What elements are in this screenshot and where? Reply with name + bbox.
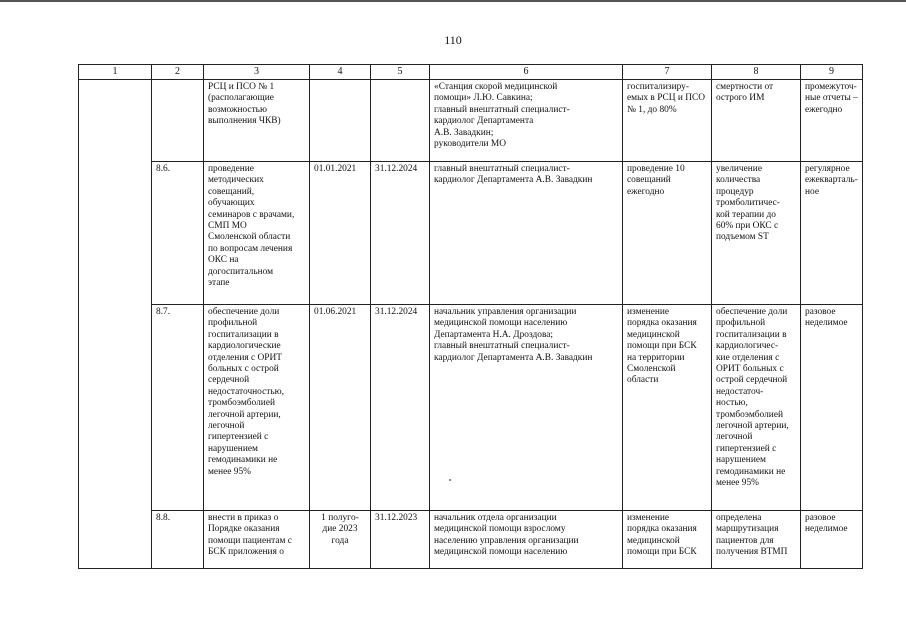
measure-cell: РСЦ и ПСО № 1 (располагающие возможностью выполнения ЧКВ): [204, 80, 310, 162]
measures-table: [78, 64, 863, 569]
row-number: 8.6.: [152, 162, 204, 305]
col-header: 4: [310, 65, 371, 80]
responsible-cell: «Станция скорой медицинской помощи» Л.Ю. Савкина; главный внештатный специалист- кардиолог Департамента А.В. Завадкин; руководители МО: [430, 80, 623, 162]
reporting-cell: регулярное ежекварталь- ное: [801, 162, 863, 305]
indicator-cell: обеспечение доли профильной госпитализации в кардиологичес- кие отделения с ОРИТ больных с острой сердечной недостаточ- ностью, тромбоэмболией легочной артерии, легочной гипертензией с нарушением гемодинамики не менее 95%: [712, 305, 801, 511]
result-cell: проведение 10 совещаний ежегодно: [623, 162, 712, 305]
col-header: 2: [152, 65, 204, 80]
start-date-cell: 01.06.2021: [310, 305, 371, 511]
col-header: 3: [204, 65, 310, 80]
row-number: 8.8.: [152, 511, 204, 569]
table-row: [79, 511, 863, 569]
section-cell: [79, 80, 152, 569]
end-date-cell: [371, 80, 430, 162]
row-number: [152, 80, 204, 162]
start-date-cell: 01.01.2021: [310, 162, 371, 305]
result-cell: изменение порядка оказания медицинской помощи при БСК: [623, 511, 712, 569]
table-row: [79, 80, 863, 162]
indicator-cell: увеличение количества процедур тромболитичес- кой терапии до 60% при ОКС с подъемом ST: [712, 162, 801, 305]
table-row: [79, 162, 863, 305]
reporting-cell: разовое неделимое: [801, 511, 863, 569]
responsible-cell: начальник управления организации медицинской помощи населению Департамента Н.А. Дроздова; главный внештатный специалист- кардиолог Департамента А.В. Завадкин: [430, 305, 623, 511]
reporting-cell: промежуточ- ные отчеты – ежегодно: [801, 80, 863, 162]
top-rule: [0, 0, 906, 2]
col-header: 8: [712, 65, 801, 80]
result-cell: госпитализиру- емых в РСЦ и ПСО № 1, до 80%: [623, 80, 712, 162]
result-cell: изменение порядка оказания медицинской помощи при БСК на территории Смоленской области: [623, 305, 712, 511]
col-header: 5: [371, 65, 430, 80]
end-date-cell: 31.12.2023: [371, 511, 430, 569]
responsible-cell: начальник отдела организации медицинской помощи взрослому населению управления организации медицинской помощи населению: [430, 511, 623, 569]
col-header: 7: [623, 65, 712, 80]
col-header: 6: [430, 65, 623, 80]
col-header: 1: [79, 65, 152, 80]
indicator-cell: определена маршрутизация пациентов для получения ВТМП: [712, 511, 801, 569]
indicator-cell: смертности от острого ИМ: [712, 80, 801, 162]
col-header: 9: [801, 65, 863, 80]
end-date-cell: 31.12.2024: [371, 162, 430, 305]
reporting-cell: разовое неделимое: [801, 305, 863, 511]
scan-dot: [449, 479, 451, 481]
table-row: [79, 305, 863, 511]
row-number: 8.7.: [152, 305, 204, 511]
measure-cell: проведение методических совещаний, обучающих семинаров с врачами, СМП МО Смоленской области по вопросам лечения ОКС на догоспитальном этапе: [204, 162, 310, 305]
end-date-cell: 31.12.2024: [371, 305, 430, 511]
header-row: [79, 65, 863, 80]
measure-cell: внести в приказ о Порядке оказания помощи пациентам с БСК приложения о: [204, 511, 310, 569]
measure-cell: обеспечение доли профильной госпитализации в кардиологические отделения с ОРИТ больных с острой сердечной недостаточностью, тромбоэмболией легочной артерии, легочной гипертензией с нарушением гемодинамики не менее 95%: [204, 305, 310, 511]
start-date-cell: 1 полугo- дие 2023 года: [310, 511, 371, 569]
responsible-cell: главный внештатный специалист- кардиолог Департамента А.В. Завадкин: [430, 162, 623, 305]
start-date-cell: [310, 80, 371, 162]
page-number: 110: [444, 33, 462, 47]
